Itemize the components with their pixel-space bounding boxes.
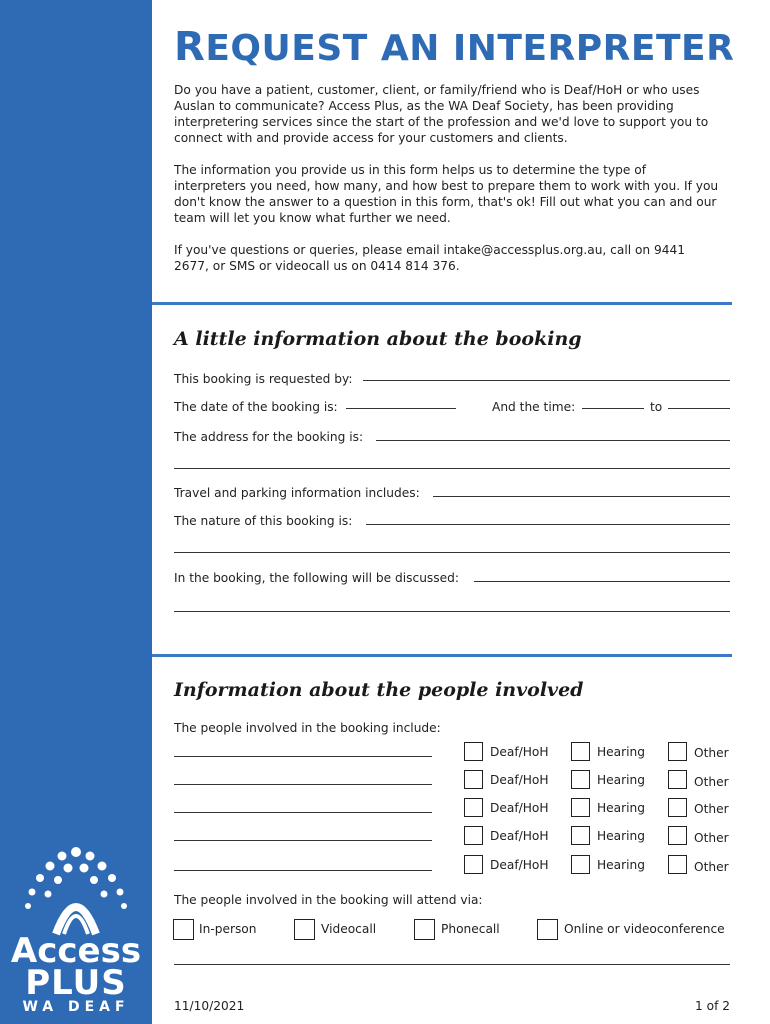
other-option-label: Other xyxy=(694,802,729,816)
other-checkbox[interactable] xyxy=(668,798,687,817)
logo-hands-icon xyxy=(0,840,152,940)
deaf-hoh-checkbox[interactable] xyxy=(464,855,483,874)
page-number: 1 of 2 xyxy=(695,999,731,1013)
footer-date: 11/10/2021 xyxy=(174,999,245,1013)
booking-time-end-field[interactable] xyxy=(668,408,730,409)
hearing-option-label: Hearing xyxy=(597,745,645,759)
hearing-checkbox[interactable] xyxy=(571,855,590,874)
booking-date-label: The date of the booking is: xyxy=(174,400,338,414)
section-divider xyxy=(152,654,732,657)
discussion-label: In the booking, the following will be discussed: xyxy=(174,571,459,585)
other-option-label: Other xyxy=(694,775,729,789)
online-videoconference-option-label: Online or videoconference xyxy=(564,922,725,936)
other-checkbox[interactable] xyxy=(668,770,687,789)
videocall-checkbox[interactable] xyxy=(294,919,315,940)
hearing-checkbox[interactable] xyxy=(571,826,590,845)
requested-by-label: This booking is requested by: xyxy=(174,372,353,386)
online-videoconference-checkbox[interactable] xyxy=(537,919,558,940)
deaf-hoh-checkbox[interactable] xyxy=(464,798,483,817)
other-option-label: Other xyxy=(694,860,729,874)
deaf-hoh-option-label: Deaf/HoH xyxy=(490,773,549,787)
person-name-field-5[interactable] xyxy=(174,870,432,871)
other-option-label: Other xyxy=(694,746,729,760)
person-name-field-1[interactable] xyxy=(174,756,432,757)
intro-paragraph-2: The information you provide us in this form helps us to determine the type of interpreters you need, how many, and how best to prepare them to work with you. If you don't know the answer to a question in this form, that's ok! Fill out what you can and our team will let you know what further we need. xyxy=(174,163,719,225)
booking-time-label: And the time: xyxy=(492,400,576,414)
attend-via-label: The people involved in the booking will attend via: xyxy=(174,893,483,907)
booking-time-start-field[interactable] xyxy=(582,408,644,409)
section-divider xyxy=(152,302,732,305)
deaf-hoh-checkbox[interactable] xyxy=(464,770,483,789)
booking-address-field[interactable] xyxy=(376,440,730,441)
other-checkbox[interactable] xyxy=(668,742,687,761)
booking-address-field-line-2[interactable] xyxy=(174,468,730,469)
booking-nature-field[interactable] xyxy=(366,524,730,525)
requested-by-field[interactable] xyxy=(363,380,730,381)
people-include-label: The people involved in the booking include: xyxy=(174,721,441,735)
deaf-hoh-checkbox[interactable] xyxy=(464,742,483,761)
booking-date-field[interactable] xyxy=(346,408,456,409)
hearing-option-label: Hearing xyxy=(597,773,645,787)
brand-sidebar xyxy=(0,0,152,1024)
hearing-option-label: Hearing xyxy=(597,829,645,843)
in-person-checkbox[interactable] xyxy=(173,919,194,940)
booking-address-label: The address for the booking is: xyxy=(174,430,364,444)
booking-time-to-label: to xyxy=(650,400,663,414)
logo-word-plus: PLUS xyxy=(25,963,127,1003)
hearing-checkbox[interactable] xyxy=(571,742,590,761)
deaf-hoh-option-label: Deaf/HoH xyxy=(490,858,549,872)
deaf-hoh-option-label: Deaf/HoH xyxy=(490,801,549,815)
attend-details-field[interactable] xyxy=(174,964,730,965)
deaf-hoh-option-label: Deaf/HoH xyxy=(490,745,549,759)
logo-word-access: Access xyxy=(10,931,142,971)
booking-nature-label: The nature of this booking is: xyxy=(174,514,353,528)
logo-word-wa-deaf: WA DEAF xyxy=(22,999,130,1015)
access-plus-logo xyxy=(0,840,152,1024)
deaf-hoh-option-label: Deaf/HoH xyxy=(490,829,549,843)
phonecall-checkbox[interactable] xyxy=(414,919,435,940)
person-name-field-3[interactable] xyxy=(174,812,432,813)
other-checkbox[interactable] xyxy=(668,855,687,874)
page-title: REQUEST AN INTERPRETER xyxy=(174,24,735,70)
hearing-option-label: Hearing xyxy=(597,801,645,815)
phonecall-option-label: Phonecall xyxy=(441,922,500,936)
deaf-hoh-checkbox[interactable] xyxy=(464,826,483,845)
other-checkbox[interactable] xyxy=(668,826,687,845)
people-section-heading: Information about the people involved xyxy=(174,679,584,701)
person-name-field-2[interactable] xyxy=(174,784,432,785)
intro-paragraph-1: Do you have a patient, customer, client, or family/friend who is Deaf/HoH or who uses Auslan to communicate? Access Plus, as the WA Deaf Society, has been providing interpretering services since the start of the profession and we'd love to support you to connect with and provide access for your customers and clients. xyxy=(174,83,709,145)
hearing-option-label: Hearing xyxy=(597,858,645,872)
travel-parking-label: Travel and parking information includes: xyxy=(174,486,420,500)
in-person-option-label: In-person xyxy=(199,922,257,936)
booking-section-heading: A little information about the booking xyxy=(174,328,582,350)
travel-parking-field[interactable] xyxy=(433,496,730,497)
hearing-checkbox[interactable] xyxy=(571,798,590,817)
other-option-label: Other xyxy=(694,831,729,845)
hearing-checkbox[interactable] xyxy=(571,770,590,789)
intro-paragraph-3: If you've questions or queries, please email intake@accessplus.org.au, call on 9441 2677, or SMS or videocall us on 0414 814 376. xyxy=(174,243,686,273)
booking-nature-field-line-2[interactable] xyxy=(174,552,730,553)
discussion-field-line-2[interactable] xyxy=(174,611,730,612)
discussion-field[interactable] xyxy=(474,581,730,582)
person-name-field-4[interactable] xyxy=(174,840,432,841)
videocall-option-label: Videocall xyxy=(321,922,377,936)
